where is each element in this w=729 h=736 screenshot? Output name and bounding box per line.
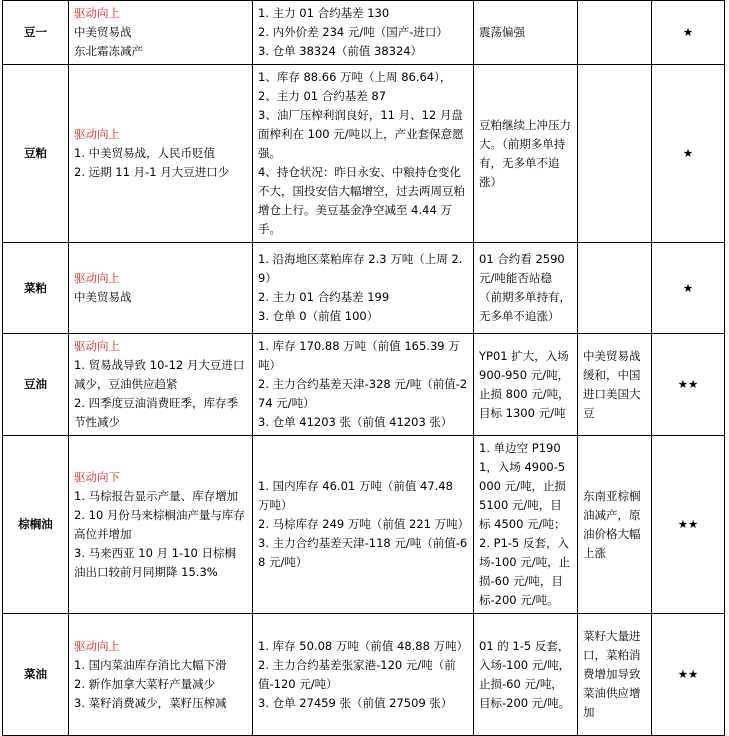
reasons-line: 中美贸易战	[74, 290, 132, 304]
driver-label: 驱动向下	[74, 469, 120, 484]
fundamentals-cell	[253, 243, 474, 334]
driver-label: 驱动向上	[74, 271, 120, 285]
rating-stars: ★★	[652, 436, 725, 614]
note-line: 中美贸易战缓和，中国进口美国大豆	[583, 348, 641, 420]
driver-label: 驱动向上	[74, 127, 120, 141]
fundamentals-line: 1. 库存 50.08 万吨（前值 48.88 万吨）	[258, 638, 469, 653]
table-row	[3, 243, 725, 334]
rating-stars: ★	[652, 65, 725, 243]
commodity-table	[2, 0, 725, 736]
reasons-line: 1. 马棕报告显示产量、库存增加	[74, 488, 239, 503]
driver-cell	[69, 334, 253, 436]
fundamentals-cell	[253, 1, 474, 65]
view-cell	[474, 65, 578, 243]
reasons-line: 2. 远期 11 月-1 月大豆进口少	[74, 165, 230, 179]
rating-stars: ★	[652, 1, 725, 65]
view-line: 震荡偏强	[479, 25, 525, 39]
commodity-name: 菜油	[3, 614, 69, 736]
fundamentals-line: 1. 主力 01 合约基差 130	[258, 6, 390, 20]
commodity-name: 棕榈油	[3, 436, 69, 614]
fundamentals-line: 2、主力 01 合约基差 87	[258, 89, 387, 103]
commodity-name: 豆油	[3, 334, 69, 436]
view-line: 1. 单边空 P1901，入场 4900-5000 元/吨，止损 5100 元/吨，目标 4500 元/吨；	[479, 441, 566, 531]
rating-stars: ★★	[652, 334, 725, 436]
fundamentals-cell	[253, 65, 474, 243]
reasons-line: 2. 四季度豆油消费旺季，库存季节性减少	[74, 396, 239, 429]
driver-cell	[69, 65, 253, 243]
risk-note-cell	[578, 243, 652, 334]
reasons-line: 3. 马来西亚 10 月 1-10 日棕榈油出口较前月同期降 15.3%	[74, 545, 236, 579]
driver-cell	[69, 614, 253, 736]
driver-label: 驱动向上	[74, 638, 120, 653]
fundamentals-line: 2. 内外价差 234 元/吨（国产-进口）	[258, 25, 448, 39]
fundamentals-line: 2. 主力合约基差天津-328 元/吨（前值-274 元/吨）	[258, 377, 468, 410]
reasons-line: 3. 菜籽消费减少，菜籽压榨减	[74, 695, 227, 710]
view-cell	[474, 614, 578, 736]
driver-cell	[69, 1, 253, 65]
view-line: YP01 扩大，入场 900-950 元/吨，止损 800 元/吨，目标 1300 元/吨	[479, 348, 570, 420]
fundamentals-line: 1、库存 88.66 万吨（上周 86.64），	[258, 70, 452, 84]
view-line: 2. P1-5 反套，入场-100 元/吨，止损-60 元/吨，目标-200 元/吨。	[479, 536, 571, 607]
reasons-line: 2. 新作加拿大菜籽产量减少	[74, 676, 216, 691]
reasons-line: 1. 贸易战导致 10-12 月大豆进口减少，豆油供应趋紧	[74, 358, 245, 391]
note-line: 东南亚棕榈油减产，原油价格大幅上涨	[583, 488, 641, 560]
fundamentals-line: 3. 仓单 38324（前值 38324）	[258, 44, 423, 58]
reasons-line: 东北霜冻减产	[74, 44, 143, 58]
fundamentals-line: 4、持仓状况：昨日永安、中粮持仓变化不大，国投安信大幅增空，过去两周豆粕增仓上行。美豆基金净空减至 4.44 万手。	[258, 165, 465, 236]
view-line: 豆粕继续上冲压力大。（前期多单持有，无多单不追涨）	[479, 117, 571, 189]
fundamentals-line: 3、油厂压榨利润良好，11 月、12 月盘面榨利在 100 元/吨以上，产业套保意愿强。	[258, 108, 464, 160]
reasons-line: 中美贸易战	[74, 25, 132, 39]
driver-cell	[69, 243, 253, 334]
fundamentals-line: 3. 仓单 0（前值 100）	[258, 309, 379, 323]
fundamentals-line: 1. 国内库存 46.01 万吨（前值 47.48 万吨）	[258, 479, 453, 512]
view-cell	[474, 1, 578, 65]
rating-stars: ★★	[652, 614, 725, 736]
fundamentals-line: 2. 主力合约基差张家港-120 元/吨（前值-120 元/吨）	[258, 657, 456, 691]
driver-label: 驱动向上	[74, 6, 120, 20]
table-row	[3, 436, 725, 614]
fundamentals-line: 1. 库存 170.88 万吨（前值 165.39 万吨）	[258, 339, 460, 372]
fundamentals-cell	[253, 436, 474, 614]
view-cell	[474, 243, 578, 334]
driver-cell	[69, 436, 253, 614]
fundamentals-line: 2. 主力 01 合约基差 199	[258, 290, 390, 304]
commodity-name: 菜粕	[3, 243, 69, 334]
risk-note-cell	[578, 1, 652, 65]
risk-note-cell	[578, 65, 652, 243]
risk-note-cell	[578, 436, 652, 614]
reasons-line: 1. 国内菜油库存消比大幅下滑	[74, 657, 227, 672]
note-line: 菜籽大量进口，菜粕消费增加导致菜油供应增加	[583, 629, 641, 719]
fundamentals-cell	[253, 614, 474, 736]
table-row	[3, 1, 725, 65]
driver-label: 驱动向上	[74, 339, 120, 353]
view-line: 01 的 1-5 反套，入场-100 元/吨，止损-60 元/吨，目标-200 元/吨。	[479, 638, 571, 710]
fundamentals-line: 3. 仓单 41203 张（前值 41203 张）	[258, 415, 453, 429]
fundamentals-line: 1. 沿海地区菜粕库存 2.3 万吨（上周 2.9）	[258, 252, 463, 285]
risk-note-cell	[578, 614, 652, 736]
table-row	[3, 65, 725, 243]
table-row	[3, 614, 725, 736]
commodity-name: 豆一	[3, 1, 69, 65]
view-cell	[474, 436, 578, 614]
fundamentals-line: 3. 主力合约基差天津-118 元/吨（前值-68 元/吨）	[258, 536, 468, 569]
fundamentals-line: 3. 仓单 27459 张（前值 27509 张）	[258, 695, 453, 710]
view-cell	[474, 334, 578, 436]
fundamentals-cell	[253, 334, 474, 436]
table-row	[3, 334, 725, 436]
fundamentals-line: 2. 马棕库存 249 万吨（前值 221 万吨）	[258, 517, 470, 531]
view-line: 01 合约看 2590 元/吨能否站稳（前期多单持有，无多单不追涨）	[479, 252, 571, 323]
reasons-line: 1. 中美贸易战，人民币贬值	[74, 146, 216, 160]
commodity-name: 豆粕	[3, 65, 69, 243]
rating-stars: ★	[652, 243, 725, 334]
risk-note-cell	[578, 334, 652, 436]
reasons-line: 2. 10 月份马来棕榈油产量与库存高位并增加	[74, 507, 245, 541]
